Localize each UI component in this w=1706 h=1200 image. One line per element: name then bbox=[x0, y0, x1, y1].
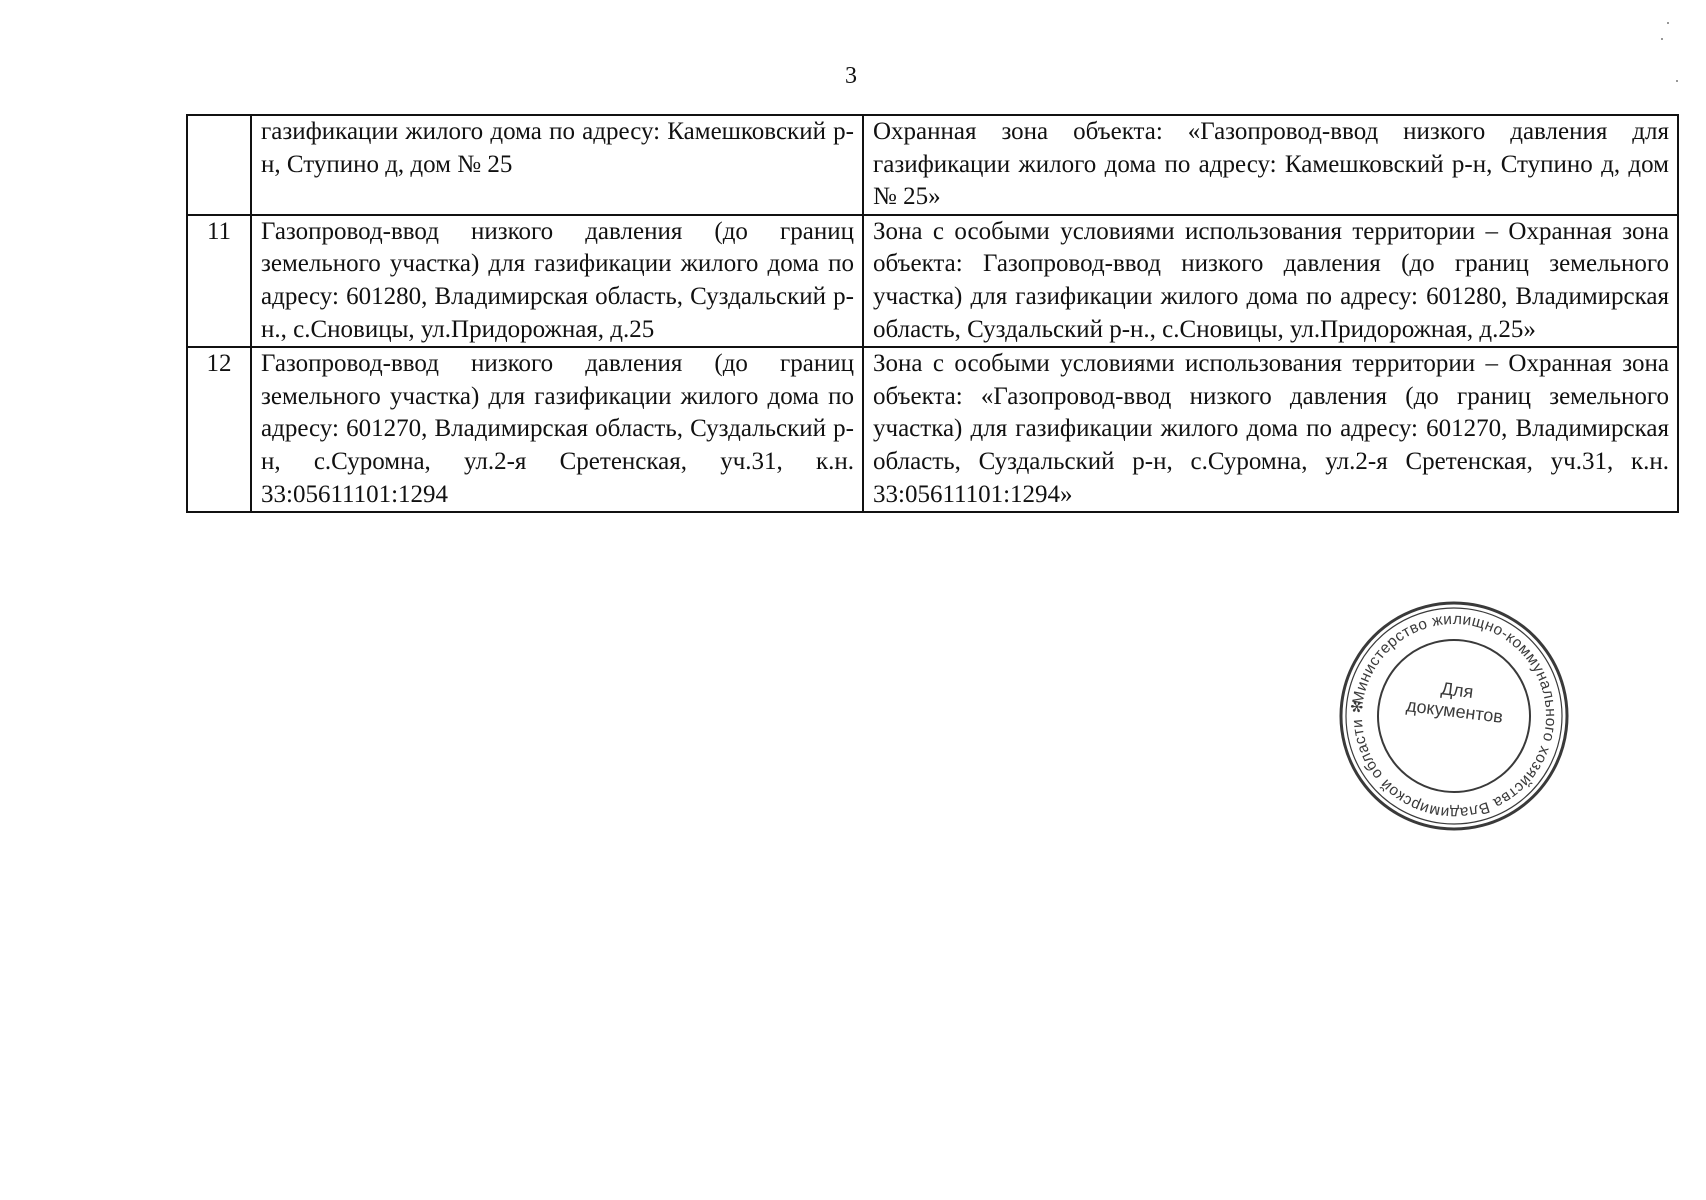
row-number-cell: 11 bbox=[187, 215, 251, 347]
object-cell: газификации жилого дома по адресу: Камешковский р-н, Ступино д, дом № 25 bbox=[251, 115, 863, 215]
scan-speck bbox=[1676, 80, 1678, 82]
table-row bbox=[187, 347, 1678, 512]
zone-cell: Охранная зона объекта: «Газопровод-ввод низкого давления для газификации жилого дома по адресу: Камешковский р-н, Ступино д, дом № 25» bbox=[863, 115, 1678, 215]
page-number: 3 bbox=[845, 63, 857, 89]
scan-speck bbox=[1661, 38, 1663, 40]
official-stamp bbox=[1322, 584, 1585, 847]
stamp-ring-text: Министерство жилищно-коммунального хозяйства Владимирской области ✻ bbox=[1348, 610, 1560, 822]
table-row bbox=[187, 215, 1678, 347]
object-cell: Газопровод-ввод низкого давления (до границ земельного участка) для газификации жилого дома по адресу: 601280, Владимирская область, Суздальский р-н., с.Сновицы, ул.Придорожная, д.25 bbox=[251, 215, 863, 347]
zones-table bbox=[186, 114, 1679, 513]
stamp-center-line-2: документов bbox=[1405, 695, 1505, 727]
stamp-center-line-1: Для bbox=[1439, 678, 1475, 703]
zone-cell: Зона с особыми условиями использования территории – Охранная зона объекта: «Газопровод-ввод низкого давления (до границ земельного участка) для газификации жилого дома по адресу: 601270, Владимирская область, Суздальский р-н, с.Суромна, ул.2-я Сретенская, уч.31, к.н. 33:05611101:1294» bbox=[863, 347, 1678, 512]
row-number-cell: 12 bbox=[187, 347, 251, 512]
scan-speck bbox=[1667, 22, 1669, 24]
zone-cell: Зона с особыми условиями использования территории – Охранная зона объекта: Газопровод-ввод низкого давления (до границ земельного участка) для газификации жилого дома по адресу: 601280, Владимирская область, Суздальский р-н., с.Сновицы, ул.Придорожная, д.25» bbox=[863, 215, 1678, 347]
object-cell: Газопровод-ввод низкого давления (до границ земельного участка) для газификации жилого дома по адресу: 601270, Владимирская область, Суздальский р-н, с.Суромна, ул.2-я Сретенская, уч.31, к.н. 33:05611101:1294 bbox=[251, 347, 863, 512]
row-number-cell bbox=[187, 115, 251, 215]
table-row bbox=[187, 115, 1678, 215]
